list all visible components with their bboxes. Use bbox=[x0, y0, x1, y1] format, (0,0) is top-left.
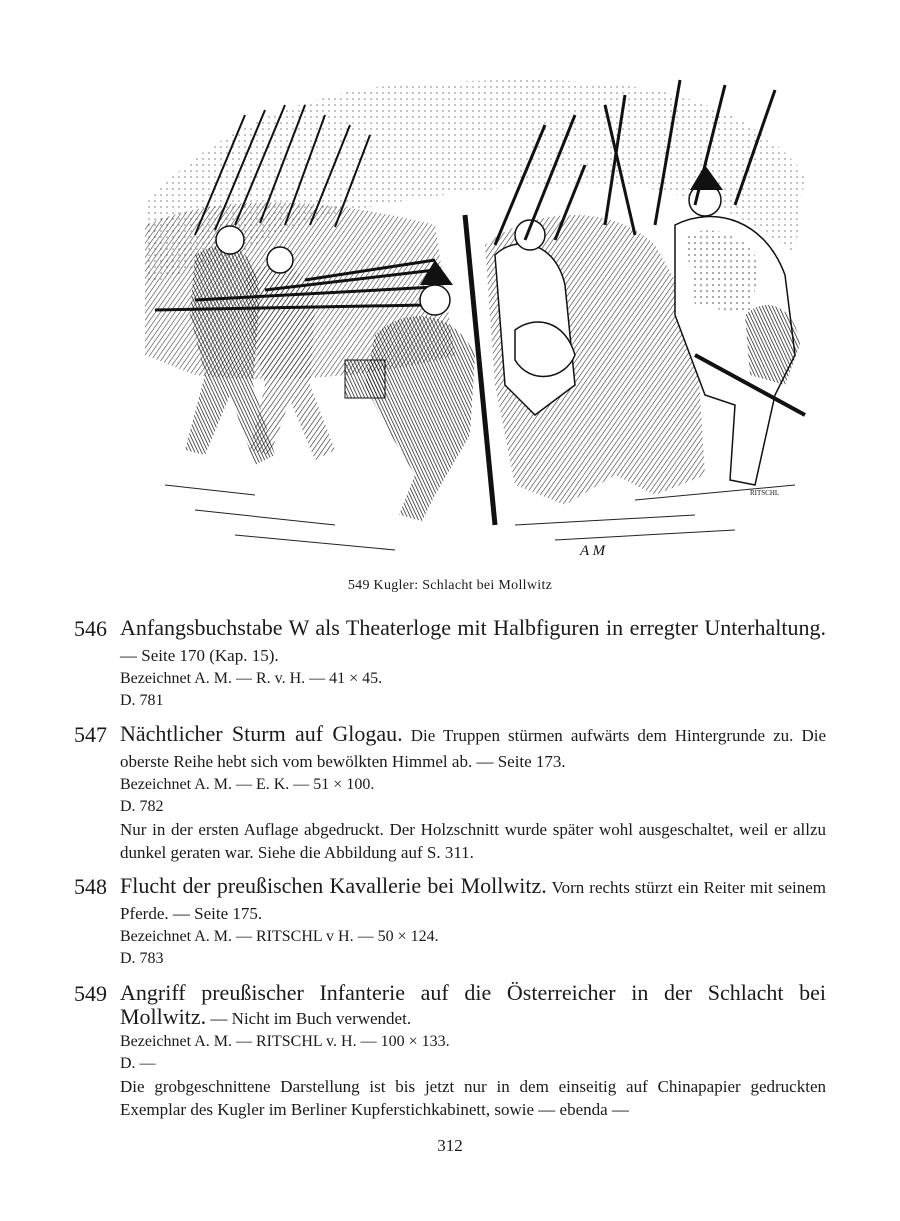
entry-marking: Bezeichnet A. M. — RITSCHL v H. — 50 × 124. bbox=[120, 928, 439, 945]
entry-d-number: D. 781 bbox=[120, 692, 164, 709]
entry-d-number: D. 782 bbox=[120, 798, 164, 815]
entry-number: 547 bbox=[74, 722, 107, 747]
entry-heading bbox=[120, 981, 826, 1031]
catalog-entry-546 bbox=[74, 616, 826, 712]
entry-title: Angriff preußischer Infanterie auf die Österreicher in der Schlacht bei Mollwitz. bbox=[120, 980, 826, 1029]
catalog-entry-547 bbox=[74, 722, 826, 864]
entry-marking: Bezeichnet A. M. — R. v. H. — 41 × 45. bbox=[120, 670, 383, 687]
entry-marking: Bezeichnet A. M. — RITSCHL v. H. — 100 × 133. bbox=[120, 1033, 450, 1050]
entry-description: Vorn rechts stürzt ein Reiter mit seinem Pferde. — Seite 175. bbox=[120, 878, 826, 923]
entry-description: — Seite 170 (Kap. 15). bbox=[120, 646, 279, 665]
entry-title: Flucht der preußischen Kavallerie bei Mollwitz. bbox=[120, 873, 547, 898]
entry-number: 548 bbox=[74, 874, 107, 899]
entry-heading bbox=[120, 722, 826, 774]
entry-note: Nur in der ersten Auflage abgedruckt. Der Holzschnitt wurde später wohl ausgeschaltet, weil er allzu dunkel geraten war. Siehe die Abbildung auf S. 311. bbox=[120, 820, 826, 862]
catalog-entry-549 bbox=[74, 981, 826, 1121]
entry-title: Nächtlicher Sturm auf Glogau. bbox=[120, 721, 403, 746]
entry-description: Die Truppen stürmen aufwärts dem Hintergrunde zu. Die oberste Reihe hebt sich vom bewölkten Himmel ab. — Seite 173. bbox=[120, 726, 826, 771]
entry-marking: Bezeichnet A. M. — E. K. — 51 × 100. bbox=[120, 776, 375, 793]
figure-caption: 549 Kugler: Schlacht bei Mollwitz bbox=[347, 578, 553, 593]
entry-d-number: D. 783 bbox=[120, 950, 164, 967]
entry-number: 546 bbox=[74, 616, 107, 641]
entry-heading bbox=[120, 874, 826, 926]
catalog-entry-548 bbox=[74, 874, 826, 970]
entry-number: 549 bbox=[74, 981, 107, 1006]
entry-d-number: D. — bbox=[120, 1055, 156, 1072]
engraver-signature: RITSCHL bbox=[750, 489, 780, 497]
entry-note: Die grobgeschnittene Darstellung ist bis jetzt nur in dem einseitig auf Chinapapier gedruckten Exemplar des Kugler im Berliner Kupferstichkabinett, sowie — ebenda — bbox=[120, 1077, 826, 1119]
entry-description: — Nicht im Buch verwendet. bbox=[206, 1009, 412, 1028]
artist-monogram: A M bbox=[580, 543, 606, 559]
battle-illustration bbox=[135, 55, 810, 570]
page-number: 312 bbox=[437, 1136, 463, 1155]
entry-title: Anfangsbuchstabe W als Theaterloge mit Halbfiguren in erregter Unterhaltung. bbox=[120, 615, 826, 640]
entry-heading bbox=[120, 616, 826, 668]
